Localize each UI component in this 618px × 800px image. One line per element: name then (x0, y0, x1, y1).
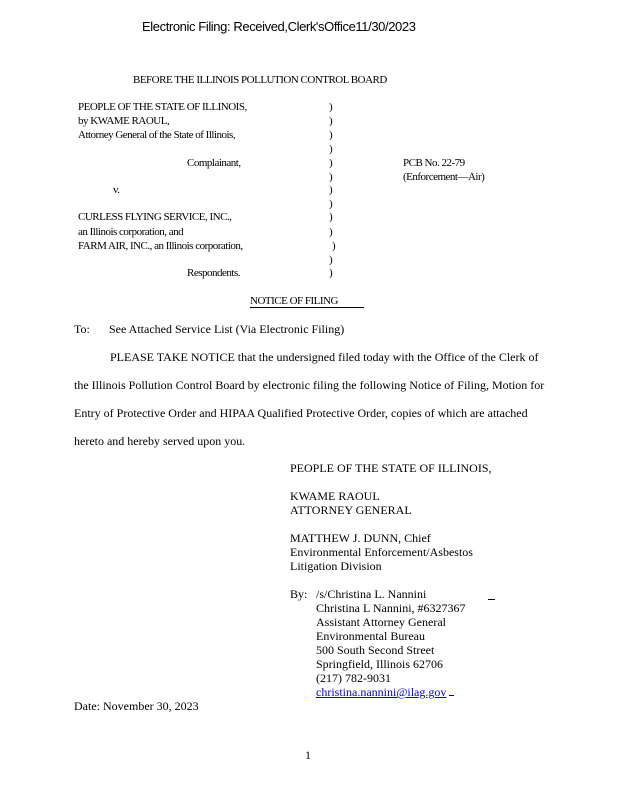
signature-by-label: By: (290, 587, 308, 601)
signature-line (488, 599, 495, 600)
caption-paren: ) (329, 129, 333, 141)
signature-chief-name: MATTHEW J. DUNN, Chief (290, 531, 431, 545)
notice-title (250, 295, 364, 308)
caption-paren: ) (329, 184, 333, 196)
page-number: 1 (305, 748, 311, 762)
signature-chief-dept-2: Litigation Division (290, 559, 382, 573)
body-line-2: the Illinois Pollution Control Board by electronic filing the following Notice of Filing, Motion for (74, 378, 545, 392)
caption-paren: ) (329, 157, 333, 169)
body-line-1: PLEASE TAKE NOTICE that the undersigned filed today with the Office of the Clerk of (110, 350, 539, 364)
complainant-label: Complainant, (187, 157, 241, 169)
signature-chief-dept-1: Environmental Enforcement/Asbestos (290, 545, 473, 559)
respondents-label: Respondents. (187, 267, 240, 279)
signer-bureau: Environmental Bureau (316, 629, 425, 643)
signature-ag-name: KWAME RAOUL (290, 489, 380, 503)
date-line: Date: November 30, 2023 (74, 699, 199, 713)
signature-ag-title: ATTORNEY GENERAL (290, 503, 412, 517)
caption-paren: ) (329, 101, 333, 113)
signer-street: 500 South Second Street (316, 643, 435, 657)
caption-paren: ) (329, 267, 333, 279)
plaintiff-line-2: by KWAME RAOUL, (78, 115, 170, 127)
case-number: PCB No. 22-79 (403, 157, 465, 169)
caption-paren: ) (329, 143, 333, 155)
email-underline-tail (449, 695, 454, 696)
caption-paren: ) (332, 240, 336, 252)
plaintiff-line-3: Attorney General of the State of Illinois, (78, 129, 236, 141)
caption-paren: ) (329, 115, 333, 127)
email-link[interactable]: christina.nannini@ilag.gov (316, 685, 447, 699)
board-heading: BEFORE THE ILLINOIS POLLUTION CONTROL BOARD (133, 74, 387, 86)
signer-email (316, 685, 454, 700)
caption-paren: ) (329, 171, 333, 183)
defendant-line-1: CURLESS FLYING SERVICE, INC., (78, 211, 232, 223)
caption-paren: ) (329, 226, 333, 238)
signature-e-signature: /s/Christina L. Nannini (316, 587, 427, 601)
signer-phone: (217) 782-9031 (316, 671, 391, 685)
body-line-4: hereto and hereby served upon you. (74, 434, 246, 448)
signer-name: Christina L Nannini, #6327367 (316, 601, 466, 615)
defendant-line-2: an Illinois corporation, and (78, 226, 184, 238)
signer-title: Assistant Attorney General (316, 615, 446, 629)
signature-party: PEOPLE OF THE STATE OF ILLINOIS, (290, 461, 492, 475)
to-value: See Attached Service List (Via Electronic Filing) (109, 322, 345, 336)
to-label: To: (74, 322, 90, 336)
defendant-line-3: FARM AIR, INC., an Illinois corporation, (78, 240, 243, 252)
electronic-filing-stamp: Electronic Filing: Received,Clerk'sOffice11/30/2023 (142, 19, 416, 34)
versus-label: v. (113, 184, 120, 196)
plaintiff-line-1: PEOPLE OF THE STATE OF ILLINOIS, (78, 101, 247, 113)
caption-paren: ) (329, 198, 333, 210)
caption-paren: ) (329, 211, 333, 223)
case-type: (Enforcement—Air) (403, 171, 485, 183)
notice-title-text: NOTICE OF FILING (250, 295, 364, 308)
body-line-3: Entry of Protective Order and HIPAA Qualified Protective Order, copies of which are attached (74, 406, 528, 420)
signer-city: Springfield, Illinois 62706 (316, 657, 443, 671)
caption-paren: ) (329, 254, 333, 266)
